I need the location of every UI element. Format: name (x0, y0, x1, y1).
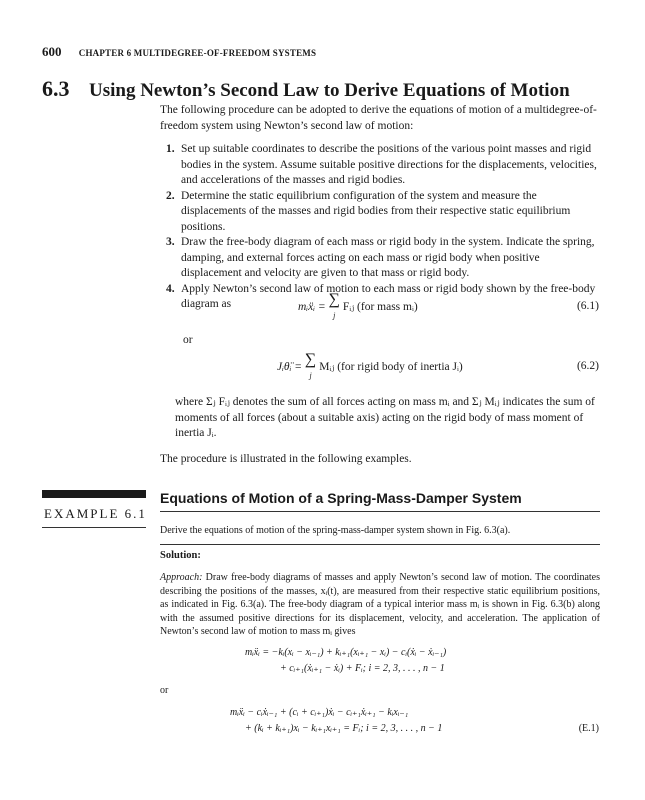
list-item (166, 189, 600, 236)
step-text: Draw the free-body diagram of each mass or rigid body in the system. Indicate the spring, damping, and external forces acting on each mass or rigid body when positive displacement and velocity are given to that mass or rigid body. (181, 236, 595, 279)
divider (160, 544, 600, 545)
section-title: Using Newton’s Second Law to Derive Equations of Motion (89, 80, 570, 101)
equation-line: mᵢẍᵢ − cᵢẋᵢ₋₁ + (cᵢ + cᵢ₊₁)ẋᵢ − cᵢ₊₁ẋᵢ₊₁ − kᵢxᵢ₋₁ (230, 707, 409, 718)
eq-rhs: Fᵢⱼ (for mass mᵢ) (342, 301, 418, 314)
divider (42, 527, 146, 528)
eq-rhs: Mᵢⱼ (for rigid body of inertia Jᵢ) (319, 361, 463, 374)
procedure-note: The procedure is illustrated in the following examples. (160, 453, 412, 465)
where-paragraph: where Σⱼ Fᵢⱼ denotes the sum of all forces acting on mass mᵢ and Σⱼ Mᵢⱼ indicates the sum of moments of all forces (about a suitable axis) acting on the rigid body of mass moment of inertia Jᵢ. (175, 396, 595, 439)
step-text: Determine the static equilibrium configuration of the system and measure the displacements of the masses and rigid bodies from their respective static equilibrium positions. (181, 189, 571, 233)
divider (160, 511, 600, 512)
equation-number: (6.2) (576, 360, 599, 372)
procedure-steps (166, 142, 600, 313)
equation-6-1 (298, 291, 418, 321)
eq-lhs: Jᵢθ̈ᵢ = (277, 361, 305, 374)
sigma-symbol: ∑ (304, 351, 317, 368)
example-problem: Derive the equations of motion of the spring-mass-damper system shown in Fig. 6.3(a). (160, 525, 511, 536)
sum-index: j (333, 311, 336, 320)
eq-lhs: mᵢẍᵢ = (298, 301, 329, 314)
intro-paragraph: The following procedure can be adopted to derive the equations of motion of a multidegree-of-freedom system using Newton’s second law of motion: (160, 104, 597, 132)
equation-line: mᵢẍᵢ = −kᵢ(xᵢ − xᵢ₋₁) + kᵢ₊₁(xᵢ₊₁ − xᵢ) − cᵢ(ẋᵢ − ẋᵢ₋₁) (245, 647, 447, 658)
equation-number: (E.1) (578, 723, 599, 734)
sum-operator (304, 351, 317, 381)
list-item (166, 235, 600, 282)
approach-text: Draw free-body diagrams of masses and apply Newton’s second law of motion. The coordinates describing the positions of the masses, xᵢ(t), are measured from their respective static equilibrium positions, as indicated in Fig. 6.3(a). The free-body diagram of a typical interior mass mᵢ is shown in Fig. 6.3(b) along with the assumed positive directions for its displacement, velocity, and acceleration. The application of Newton’s second law of motion to mass mᵢ gives (160, 572, 600, 637)
page-number: 600 (42, 44, 62, 59)
approach-paragraph (160, 571, 600, 639)
equation-number: (6.1) (576, 300, 599, 312)
step-number: 2. (166, 189, 175, 202)
equation-line: + (kᵢ + kᵢ₊₁)xᵢ − kᵢ₊₁xᵢ₊₁ = Fᵢ; i = 2, 3, . . . , n − 1 (245, 723, 443, 734)
sum-operator (328, 291, 340, 321)
section-number: 6.3 (42, 76, 70, 101)
section-heading (42, 76, 570, 102)
example-label: EXAMPLE 6.1 (44, 506, 147, 521)
step-text: Set up suitable coordinates to describe the positions of the various point masses and rigid bodies in the system. Assume suitable positive directions for the displacements, velocities, and accelerations of the masses and rigid bodies. (181, 143, 597, 186)
equation-line: + cᵢ₊₁(ẋᵢ₊₁ − ẋᵢ) + Fᵢ; i = 2, 3, . . . , n − 1 (280, 663, 445, 674)
running-header (42, 44, 316, 60)
solution-label: Solution: (160, 550, 201, 561)
step-number: 3. (166, 236, 175, 248)
step-number: 1. (166, 143, 175, 155)
chapter-title: CHAPTER 6 MULTIDEGREE-OF-FREEDOM SYSTEMS (78, 48, 317, 58)
example-bar (42, 490, 146, 498)
step-text: Apply Newton’s second law of motion to each mass or rigid body shown by the free-body diagram as (181, 282, 596, 310)
approach-label: Approach: (160, 572, 203, 583)
list-item (166, 142, 600, 189)
sigma-symbol: ∑ (328, 291, 340, 308)
equation-6-2 (277, 351, 463, 381)
sum-index: j (309, 371, 312, 380)
or-connector: or (160, 685, 169, 696)
example-title: Equations of Motion of a Spring-Mass-Damper System (160, 490, 522, 506)
or-connector: or (183, 334, 193, 346)
step-number: 4. (166, 282, 175, 295)
